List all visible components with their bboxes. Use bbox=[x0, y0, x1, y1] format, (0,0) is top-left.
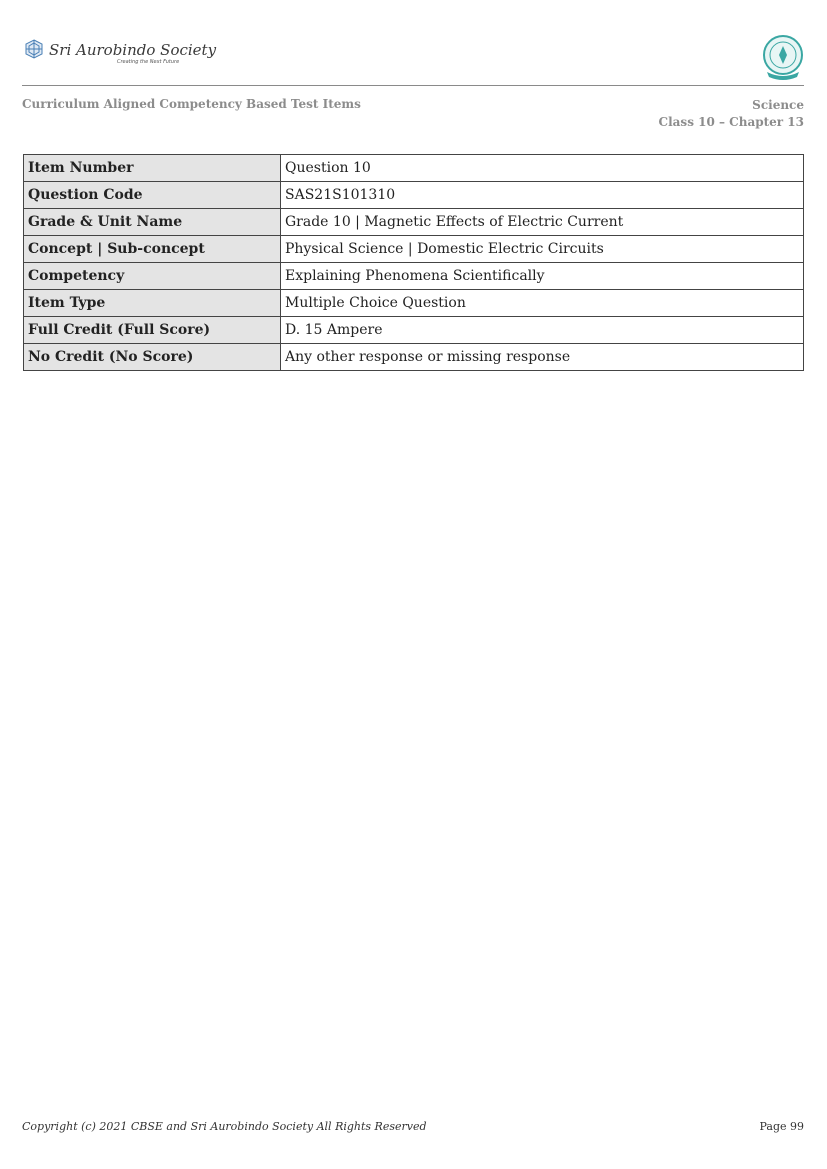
table-row bbox=[24, 344, 804, 371]
table-row bbox=[24, 236, 804, 263]
table-row bbox=[24, 317, 804, 344]
row-label: Item Type bbox=[24, 290, 281, 317]
table-row bbox=[24, 182, 804, 209]
row-value: Physical Science | Domestic Electric Circuits bbox=[281, 236, 804, 263]
row-label: Question Code bbox=[24, 182, 281, 209]
sri-aurobindo-society-logo bbox=[22, 30, 217, 70]
row-label: Concept | Sub-concept bbox=[24, 236, 281, 263]
row-value: Grade 10 | Magnetic Effects of Electric Current bbox=[281, 209, 804, 236]
table-row bbox=[24, 155, 804, 182]
table-row bbox=[24, 209, 804, 236]
copyright-notice: Copyright (c) 2021 CBSE and Sri Aurobindo Society All Rights Reserved bbox=[22, 1120, 427, 1133]
logo-wordmark: Sri Aurobindo Society bbox=[49, 41, 217, 59]
row-label: Item Number bbox=[24, 155, 281, 182]
subject-info bbox=[659, 97, 804, 131]
logo-tagline: Creating the Next Future bbox=[117, 59, 180, 65]
row-value: SAS21S101310 bbox=[281, 182, 804, 209]
row-label: Competency bbox=[24, 263, 281, 290]
table-row bbox=[24, 263, 804, 290]
row-label: Grade & Unit Name bbox=[24, 209, 281, 236]
row-value: Question 10 bbox=[281, 155, 804, 182]
row-value: Multiple Choice Question bbox=[281, 290, 804, 317]
row-label: Full Credit (Full Score) bbox=[24, 317, 281, 344]
row-value: D. 15 Ampere bbox=[281, 317, 804, 344]
row-value: Any other response or missing response bbox=[281, 344, 804, 371]
lotus-emblem-icon bbox=[26, 40, 42, 58]
page-number: Page 99 bbox=[759, 1120, 804, 1133]
header-divider bbox=[22, 85, 804, 86]
item-details-table bbox=[23, 154, 804, 371]
document-title: Curriculum Aligned Competency Based Test Items bbox=[22, 97, 361, 111]
cbse-seal-logo bbox=[758, 33, 808, 83]
table-row bbox=[24, 290, 804, 317]
row-value: Explaining Phenomena Scientifically bbox=[281, 263, 804, 290]
class-chapter-label: Class 10 – Chapter 13 bbox=[658, 115, 804, 129]
subject-label: Science bbox=[752, 98, 804, 112]
row-label: No Credit (No Score) bbox=[24, 344, 281, 371]
